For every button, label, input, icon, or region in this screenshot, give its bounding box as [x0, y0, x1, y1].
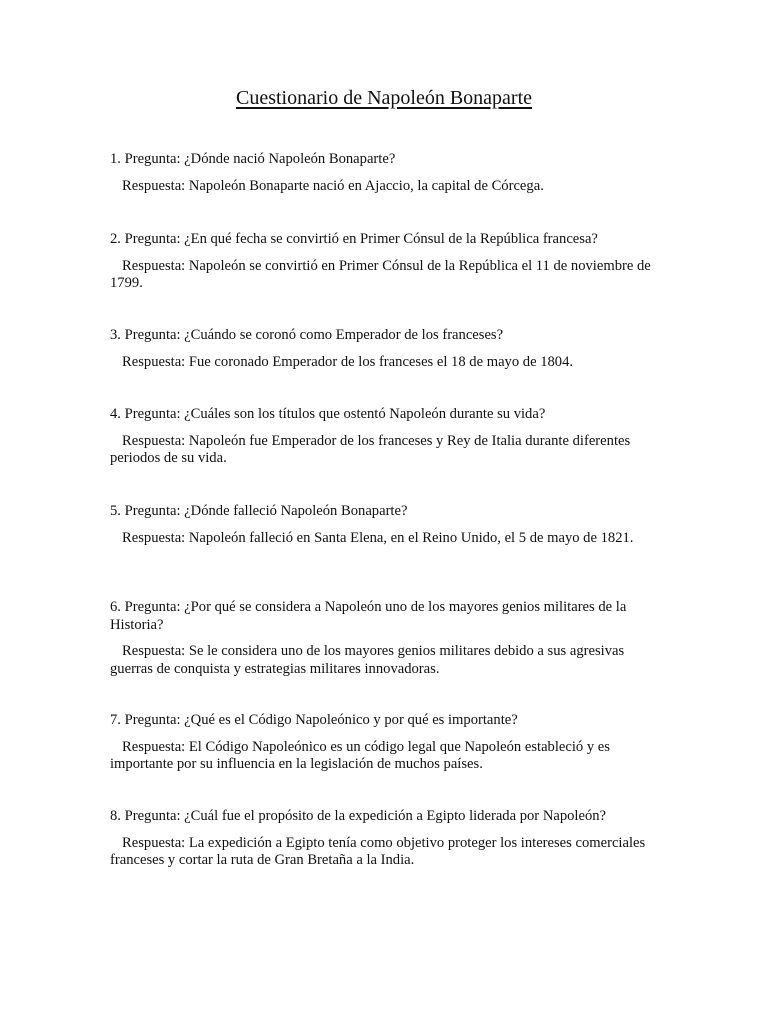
answer-6: Respuesta: Se le considera uno de los mayores genios militares debido a sus agresivas guerras de conquista y estrategias militares innovadoras.: [110, 643, 625, 677]
qa-item-5: [110, 503, 670, 547]
answer-7: Respuesta: El Código Napoleónico es un código legal que Napoleón estableció y es importante por su influencia en la legislación de muchos países.: [110, 738, 610, 772]
answer-8: Respuesta: La expedición a Egipto tenía como objetivo proteger los intereses comerciales franceses y cortar la ruta de Gran Bretaña a la India.: [110, 834, 646, 868]
qa-item-6: [110, 599, 670, 678]
question-7: 7. Pregunta: ¿Qué es el Código Napoleónico y por qué es importante?: [110, 712, 518, 728]
qa-item-4: [110, 406, 670, 468]
answer-2: Respuesta: Napoleón se convirtió en Primer Cónsul de la República el 11 de noviembre de 1799.: [110, 257, 651, 291]
document-title: Cuestionario de Napoleón Bonaparte: [235, 87, 533, 109]
question-8: 8. Pregunta: ¿Cuál fue el propósito de la expedición a Egipto liderada por Napoleón?: [110, 808, 607, 824]
qa-item-2: [110, 231, 670, 293]
question-4: 4. Pregunta: ¿Cuáles son los títulos que ostentó Napoleón durante su vida?: [110, 406, 546, 422]
question-2: 2. Pregunta: ¿En qué fecha se convirtió en Primer Cónsul de la República francesa?: [110, 231, 598, 247]
answer-3: Respuesta: Fue coronado Emperador de los franceses el 18 de mayo de 1804.: [122, 353, 574, 370]
qa-item-7: [110, 712, 670, 774]
answer-4: Respuesta: Napoleón fue Emperador de los franceses y Rey de Italia durante diferentes periodos de su vida.: [110, 432, 631, 466]
answer-5: Respuesta: Napoleón falleció en Santa Elena, en el Reino Unido, el 5 de mayo de 1821.: [122, 529, 634, 546]
question-5: 5. Pregunta: ¿Dónde falleció Napoleón Bonaparte?: [110, 503, 408, 519]
qa-item-8: [110, 808, 670, 870]
question-1: 1. Pregunta: ¿Dónde nació Napoleón Bonaparte?: [110, 151, 396, 167]
answer-1: Respuesta: Napoleón Bonaparte nació en Ajaccio, la capital de Córcega.: [122, 177, 544, 194]
question-6: 6. Pregunta: ¿Por qué se considera a Napoleón uno de los mayores genios militares de la Historia?: [110, 599, 627, 633]
qa-item-3: [110, 327, 670, 371]
qa-item-1: [110, 151, 670, 195]
question-3: 3. Pregunta: ¿Cuándo se coronó como Emperador de los franceses?: [110, 327, 504, 343]
